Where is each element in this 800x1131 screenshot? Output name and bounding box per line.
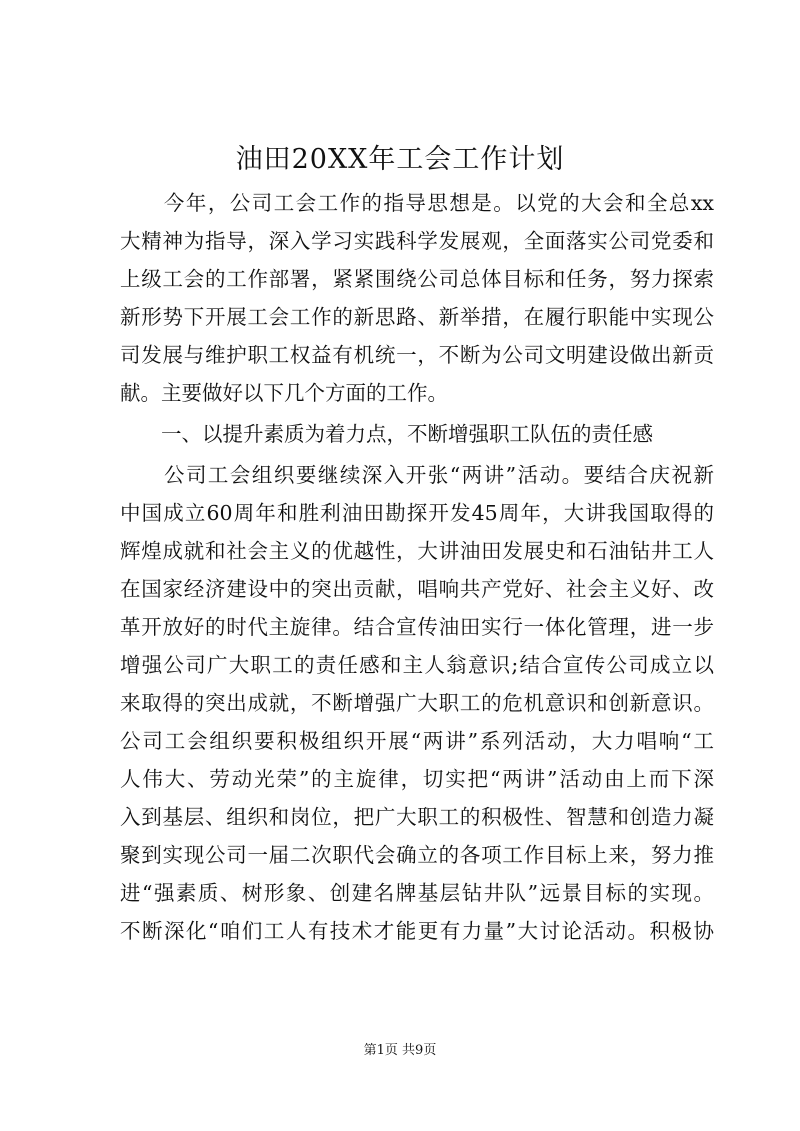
page-number-footer: 第1页 共9页 — [363, 1043, 437, 1058]
body-line: 人伟大、劳动光荣”的主旋律，切实把“两讲”活动由上而下深 — [120, 767, 714, 791]
body-line: 在国家经济建设中的突出贡献，唱响共产党好、社会主义好、改 — [120, 577, 714, 601]
body-line: 聚到实现公司一届二次职代会确立的各项工作目标上来，努力推 — [120, 843, 714, 867]
body-line: 来取得的突出成就，不断增强广大职工的危机意识和创新意识。 — [120, 691, 714, 715]
body-line: 入到基层、组织和岗位，把广大职工的积极性、智慧和创造力凝 — [120, 805, 714, 829]
body-line: 不断深化“咱们工人有技术才能更有力量”大讨论活动。积极协 — [120, 919, 714, 943]
body-line: 大精神为指导，深入学习实践科学发展观，全面落实公司党委和 — [120, 229, 714, 253]
body-line: 司发展与维护职工权益有机统一，不断为公司文明建设做出新贡 — [120, 343, 714, 367]
body-line: 公司工会组织要积极组织开展“两讲”系列活动，大力唱响“工 — [120, 729, 714, 753]
body-line: 辉煌成就和社会主义的优越性，大讲油田发展史和石油钻井工人 — [120, 539, 714, 563]
body-line: 革开放好的时代主旋律。结合宣传油田实行一体化管理，进一步 — [120, 615, 714, 639]
document-title: 油田20XX年工会工作计划 — [235, 144, 565, 175]
body-line: 上级工会的工作部署，紧紧围绕公司总体目标和任务，努力探索 — [120, 267, 714, 291]
body-line: 中国成立60周年和胜利油田勘探开发45周年，大讲我国取得的 — [120, 501, 714, 525]
body-line: 今年，公司工会工作的指导思想是。以党的大会和全总xx — [120, 191, 714, 215]
body-line: 公司工会组织要继续深入开张“两讲”活动。要结合庆祝新 — [120, 463, 714, 487]
body-line: 新形势下开展工会工作的新思路、新举措，在履行职能中实现公 — [120, 305, 714, 329]
body-line: 进“强素质、树形象、创建名牌基层钻井队”远景目标的实现。 — [120, 881, 714, 905]
section-heading: 一、以提升素质为着力点，不断增强职工队伍的责任感 — [120, 422, 653, 446]
body-line: 增强公司广大职工的责任感和主人翁意识;结合宣传公司成立以 — [120, 653, 714, 677]
body-line: 献。主要做好以下几个方面的工作。 — [120, 381, 448, 405]
